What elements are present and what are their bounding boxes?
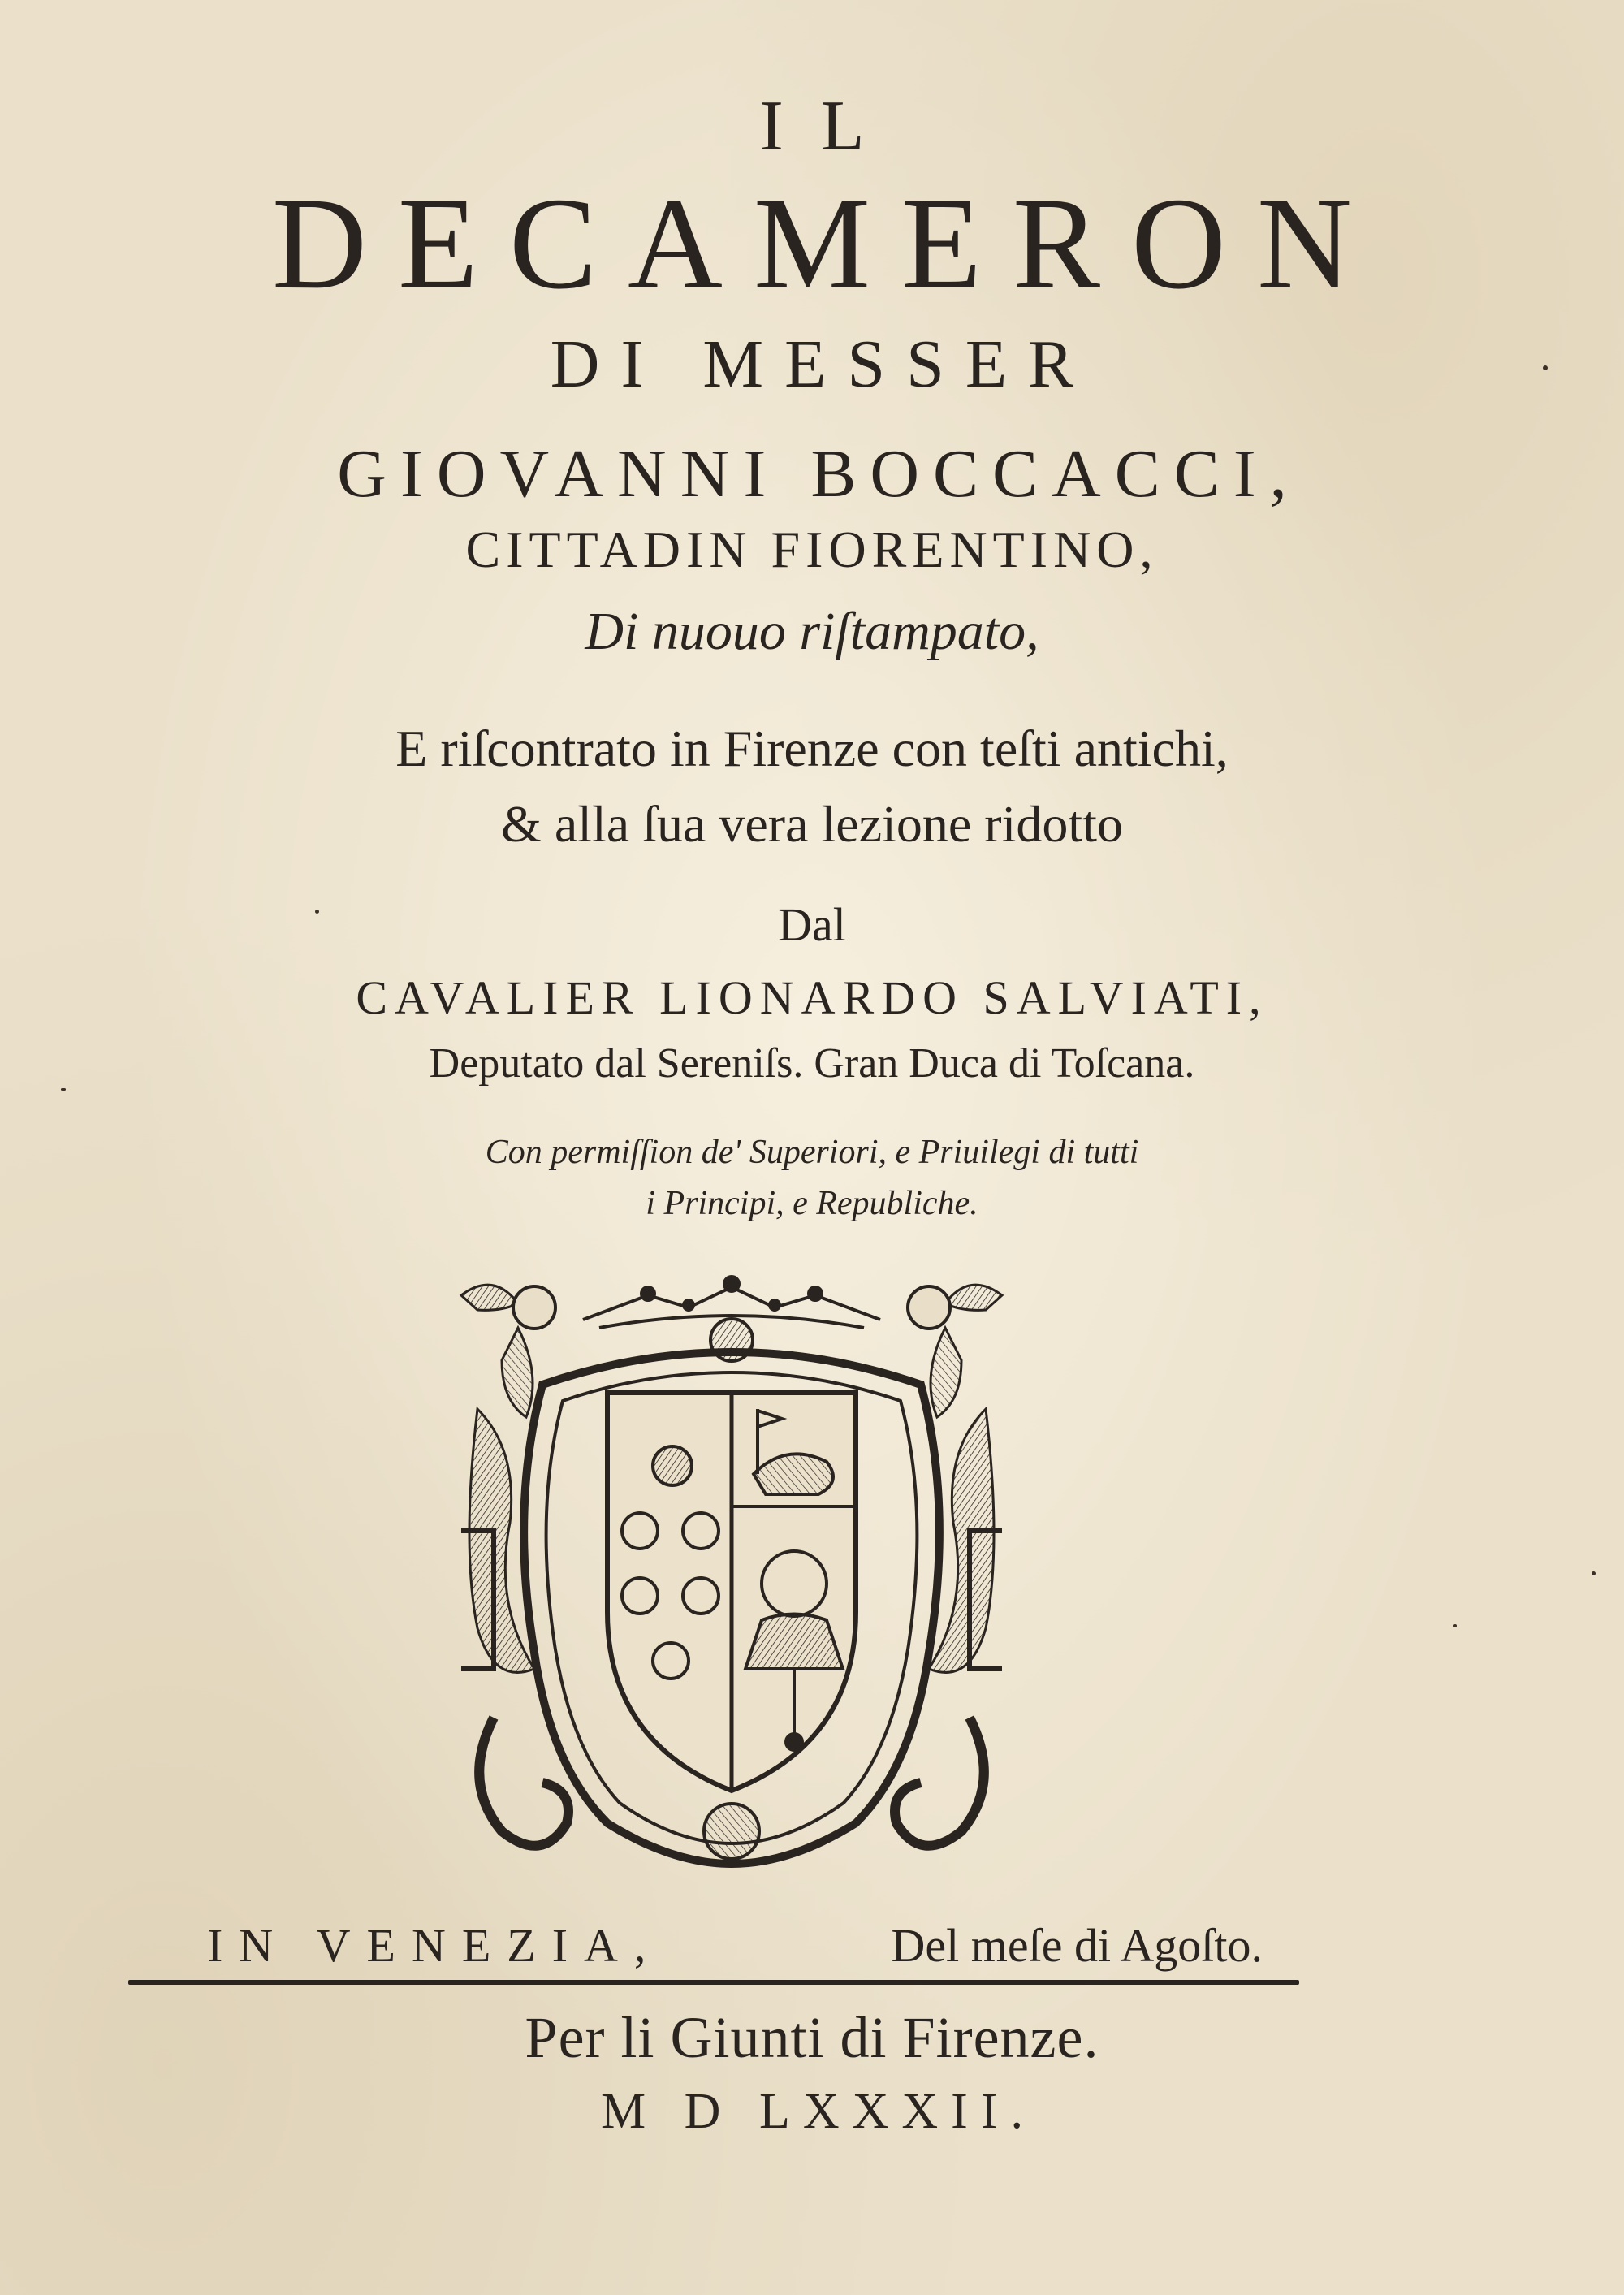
foxing-speck [1592,1571,1596,1575]
mask-bottom-icon [704,1804,759,1859]
imprint-city: IN VENEZIA, [207,1919,663,1972]
shield-icon [607,1393,856,1791]
collation-note: E riſcontrato in Firenze con teſti antichi, [395,720,1229,777]
printers-device-woodcut [445,1263,1018,1888]
foxing-speck [1543,365,1548,370]
main-title: DECAMERON [271,171,1384,317]
publication-year: M D LXXXII. [601,2084,1036,2139]
author-name: GIOVANNI BOCCACCI, [337,436,1301,512]
editor-preposition: Dal [778,898,846,951]
foxing-speck [61,1088,66,1091]
reprint-note: Di nuouo riſtampato, [585,602,1039,661]
foxing-speck [1453,1624,1457,1627]
title-connector: DI MESSER [550,326,1095,402]
editor-name: CAVALIER LIONARDO SALVIATI, [356,971,1268,1024]
imprint-month: Del meſe di Agoſto. [891,1919,1263,1972]
foxing-speck [315,910,319,914]
privilege-line-1: Con permiſſion de' Superiori, e Priuilegi di tutti [485,1134,1139,1171]
imprint-line [207,1918,1263,1972]
editor-title: Deputato dal Sereniſs. Gran Duca di Toſcana. [429,1040,1195,1087]
correction-note: & alla ſua vera lezione ridotto [501,795,1123,853]
printer-name: Per li Giunti di Firenze. [525,2005,1099,2070]
privilege-line-2: i Principi, e Republiche. [646,1185,978,1222]
horizontal-rule [128,1980,1299,1985]
author-citizenship: CITTADIN FIORENTINO, [465,521,1159,578]
title-article: IL [759,87,902,166]
